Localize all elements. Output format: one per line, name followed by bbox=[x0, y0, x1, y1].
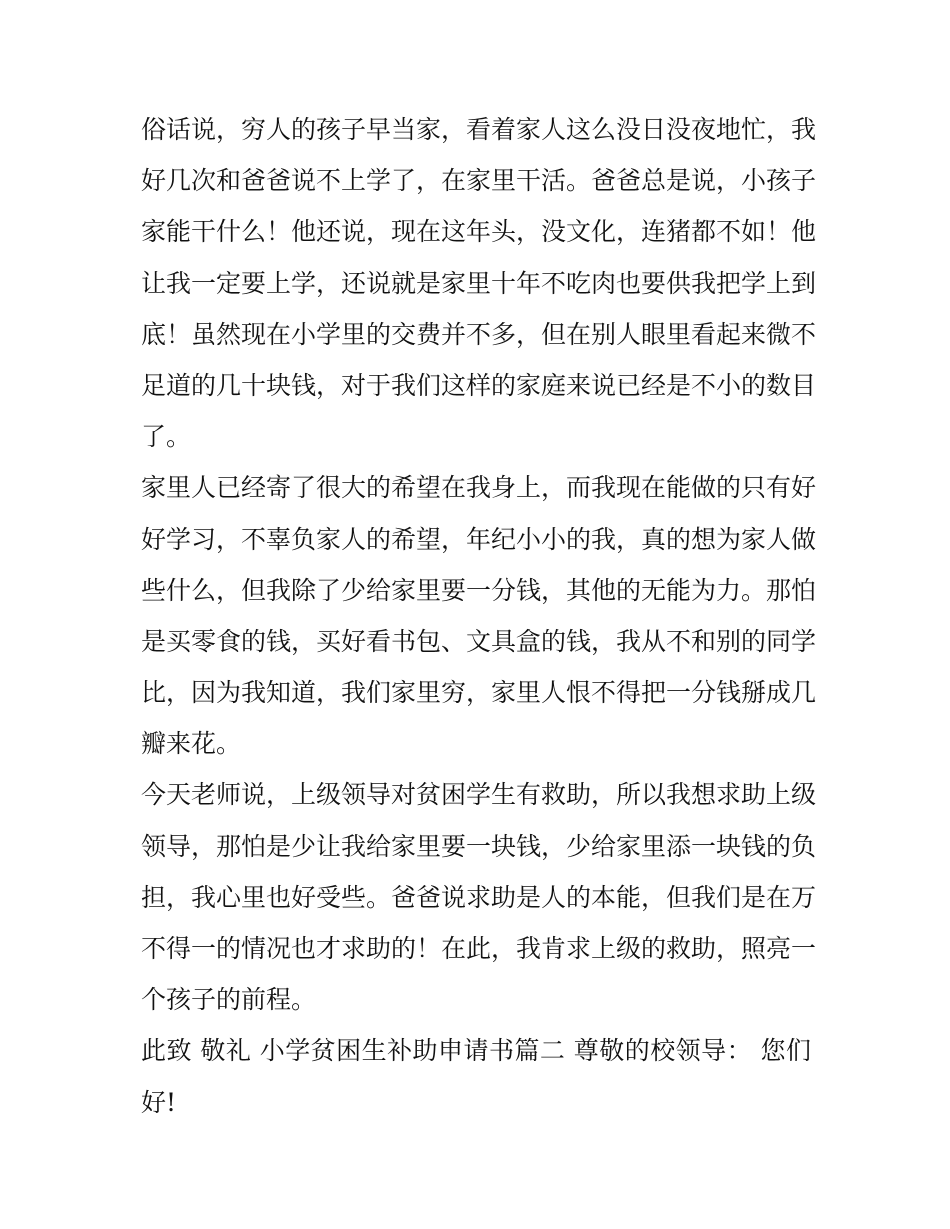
text-line: 此致 敬礼 小学贫困生补助申请书篇二 尊敬的校领导： 您们 bbox=[141, 1036, 811, 1066]
text-line: 让我一定要上学，还说就是家里十年不吃肉也要供我把学上到 bbox=[141, 268, 817, 298]
text-line: 今天老师说，上级领导对贫困学生有救助，所以我想求助上级 bbox=[141, 780, 817, 810]
text-line: 了。 bbox=[141, 422, 192, 452]
text-line: 足道的几十块钱，对于我们这样的家庭来说已经是不小的数目 bbox=[141, 370, 817, 400]
text-line: 担，我心里也好受些。爸爸说求助是人的本能，但我们是在万 bbox=[141, 882, 817, 912]
text-line: 领导，那怕是少让我给家里要一块钱，少给家里添一块钱的负 bbox=[141, 831, 817, 861]
text-line: 些什么，但我除了少给家里要一分钱，其他的无能为力。那怕 bbox=[141, 575, 817, 605]
text-line: 底！虽然现在小学里的交费并不多，但在别人眼里看起来微不 bbox=[141, 319, 817, 349]
text-line: 家能干什么！他还说，现在这年头，没文化，连猪都不如！他 bbox=[141, 217, 817, 247]
text-line: 个孩子的前程。 bbox=[141, 985, 317, 1015]
text-line: 好学习，不辜负家人的希望，年纪小小的我，真的想为家人做 bbox=[141, 524, 817, 554]
text-line: 俗话说，穷人的孩子早当家，看着家人这么没日没夜地忙，我 bbox=[141, 115, 817, 144]
text-line: 不得一的情况也才求助的！在此，我肯求上级的救助，照亮一 bbox=[141, 934, 817, 963]
text-line: 好! bbox=[141, 1087, 177, 1117]
text-line: 家里人已经寄了很大的希望在我身上，而我现在能做的只有好 bbox=[141, 473, 817, 503]
document-body bbox=[141, 104, 817, 1128]
text-line: 比，因为我知道，我们家里穷，家里人恨不得把一分钱掰成几 bbox=[141, 678, 817, 708]
text-line: 是买零食的钱，买好看书包、文具盒的钱，我从不和别的同学 bbox=[141, 626, 817, 656]
text-line: 好几次和爸爸说不上学了，在家里干活。爸爸总是说，小孩子 bbox=[141, 166, 817, 196]
text-line: 瓣来花。 bbox=[141, 729, 242, 759]
